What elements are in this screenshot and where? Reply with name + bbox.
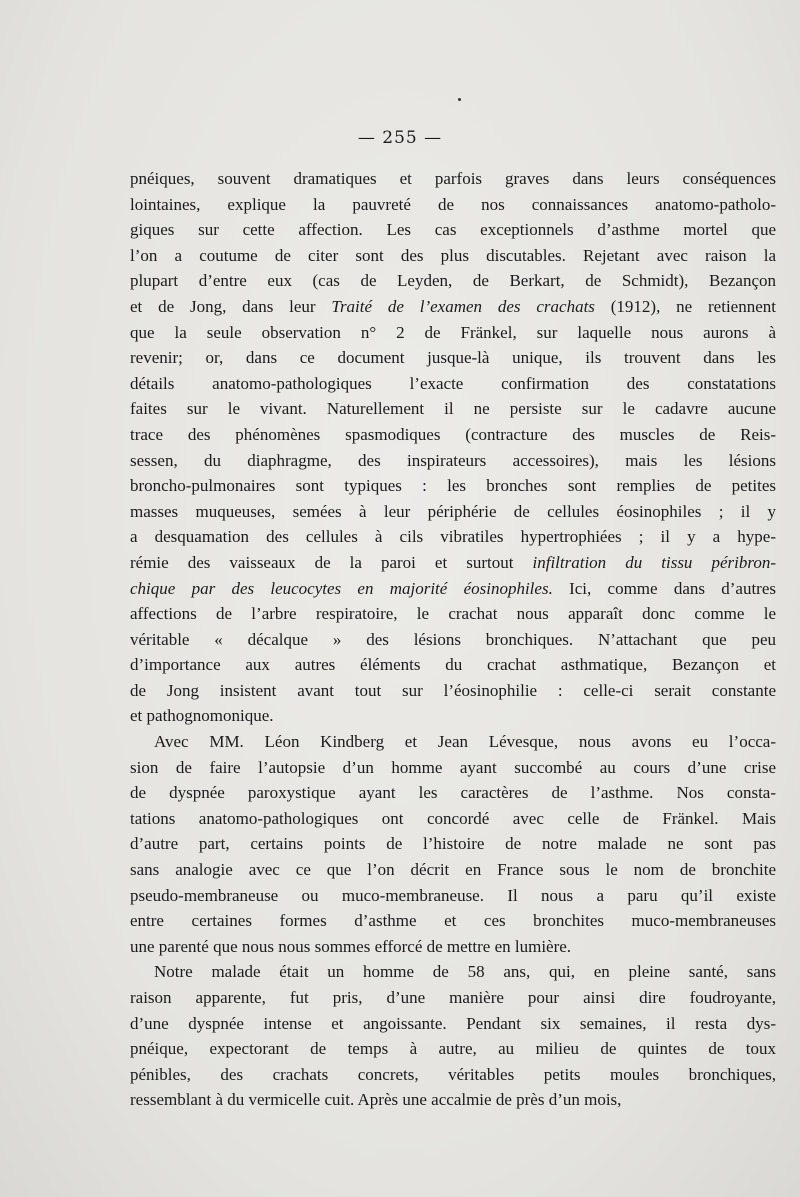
text-line: sans analogie avec ce que l’on décrit en France sous le nom de bronchite	[130, 860, 776, 880]
text-line: raison apparente, fut pris, d’une manière pour ainsi dire foudroyante,	[130, 988, 776, 1007]
text-line: pnéique, expectorant de temps à autre, au milieu de quintes de toux	[130, 1039, 776, 1059]
text-line: masses muqueuses, semées à leur périphérie de cellules éosinophiles ; il y	[130, 501, 776, 521]
text-line: sessen, du diaphragme, des inspirateurs accessoires), mais les lésions	[130, 450, 776, 470]
paragraph-1	[130, 166, 776, 729]
text-line: ressemblant à du vermicelle cuit. Après une accalmie de près d’un mois,	[130, 1090, 622, 1110]
page-number: — 255 —	[357, 128, 443, 148]
text-line: affections de l’arbre respiratoire, le crachat nous apparaît donc comme le	[130, 604, 776, 624]
paragraph-2	[130, 729, 776, 959]
text-line: a desquamation des cellules à cils vibratiles hypertrophiées ; il y a hype-	[130, 527, 776, 547]
text-line: une parenté que nous nous sommes efforcé de mettre en lumière.	[130, 936, 572, 956]
text-line: Avec MM. Léon Kindberg et Jean Lévesque, nous avons eu l’occa-	[154, 732, 776, 752]
text-line: l’on a coutume de citer sont des plus discutables. Rejetant avec raison la	[130, 245, 776, 265]
text-line: revenir; or, dans ce document jusque-là unique, ils trouvent dans les	[130, 348, 776, 368]
body-text	[130, 166, 776, 1113]
text-line: sion de faire l’autopsie d’un homme ayant succombé au cours d’une crise	[130, 757, 776, 777]
text-line: d’autre part, certains points de l’histoire de notre malade ne sont pas	[130, 834, 776, 854]
text-line: détails anatomo-pathologiques l’exacte confirmation des constatations	[130, 373, 776, 393]
text-line: tations anatomo-pathologiques ont concordé avec celle de Fränkel. Mais	[130, 808, 776, 828]
text-line: pseudo-membraneuse ou muco-membraneuse. Il nous a paru qu’il existe	[130, 885, 776, 905]
text-line: broncho-pulmonaires sont typiques : les bronches sont remplies de petites	[130, 476, 776, 496]
paragraph-3	[130, 959, 776, 1113]
text-line: Notre malade était un homme de 58 ans, qui, en pleine santé, sans	[154, 962, 776, 982]
text-line: véritable « décalque » des lésions bronchiques. N’attachant que peu	[130, 629, 776, 649]
text-line: et de Jong, dans leur Traité de l’examen des crachats (1912), ne retiennent	[130, 296, 776, 316]
text-line: d’importance aux autres éléments du crachat asthmatique, Bezançon et	[130, 655, 776, 675]
text-line: et pathognomonique.	[130, 706, 274, 726]
text-line: que la seule observation n° 2 de Fränkel, sur laquelle nous aurons à	[130, 322, 776, 342]
print-speck	[458, 98, 461, 101]
text-line: chique par des leucocytes en majorité éosinophiles. Ici, comme dans d’autres	[130, 578, 776, 598]
text-line: pénibles, des crachats concrets, véritables petits moules bronchiques,	[130, 1064, 776, 1084]
text-line: plupart d’entre eux (cas de Leyden, de Berkart, de Schmidt), Bezançon	[130, 271, 776, 291]
text-line: lointaines, explique la pauvreté de nos connaissances anatomo-patholo-	[130, 194, 776, 214]
text-line: giques sur cette affection. Les cas exceptionnels d’asthme mortel que	[130, 220, 776, 240]
text-line: faites sur le vivant. Naturellement il ne persiste sur le cadavre aucune	[130, 399, 776, 419]
text-line: entre certaines formes d’asthme et ces bronchites muco-membraneuses	[130, 911, 776, 931]
text-line: d’une dyspnée intense et angoissante. Pendant six semaines, il resta dys-	[130, 1013, 776, 1033]
text-line: pnéiques, souvent dramatiques et parfois graves dans leurs conséquences	[130, 169, 776, 188]
text-line: de dyspnée paroxystique ayant les caractères de l’asthme. Nos consta-	[130, 783, 776, 803]
text-line: rémie des vaisseaux de la paroi et surtout infiltration du tissu péribron-	[130, 552, 777, 572]
text-line: de Jong insistent avant tout sur l’éosinophilie : celle-ci serait constante	[130, 680, 776, 700]
text-line: trace des phénomènes spasmodiques (contracture des muscles de Reis-	[130, 424, 776, 444]
